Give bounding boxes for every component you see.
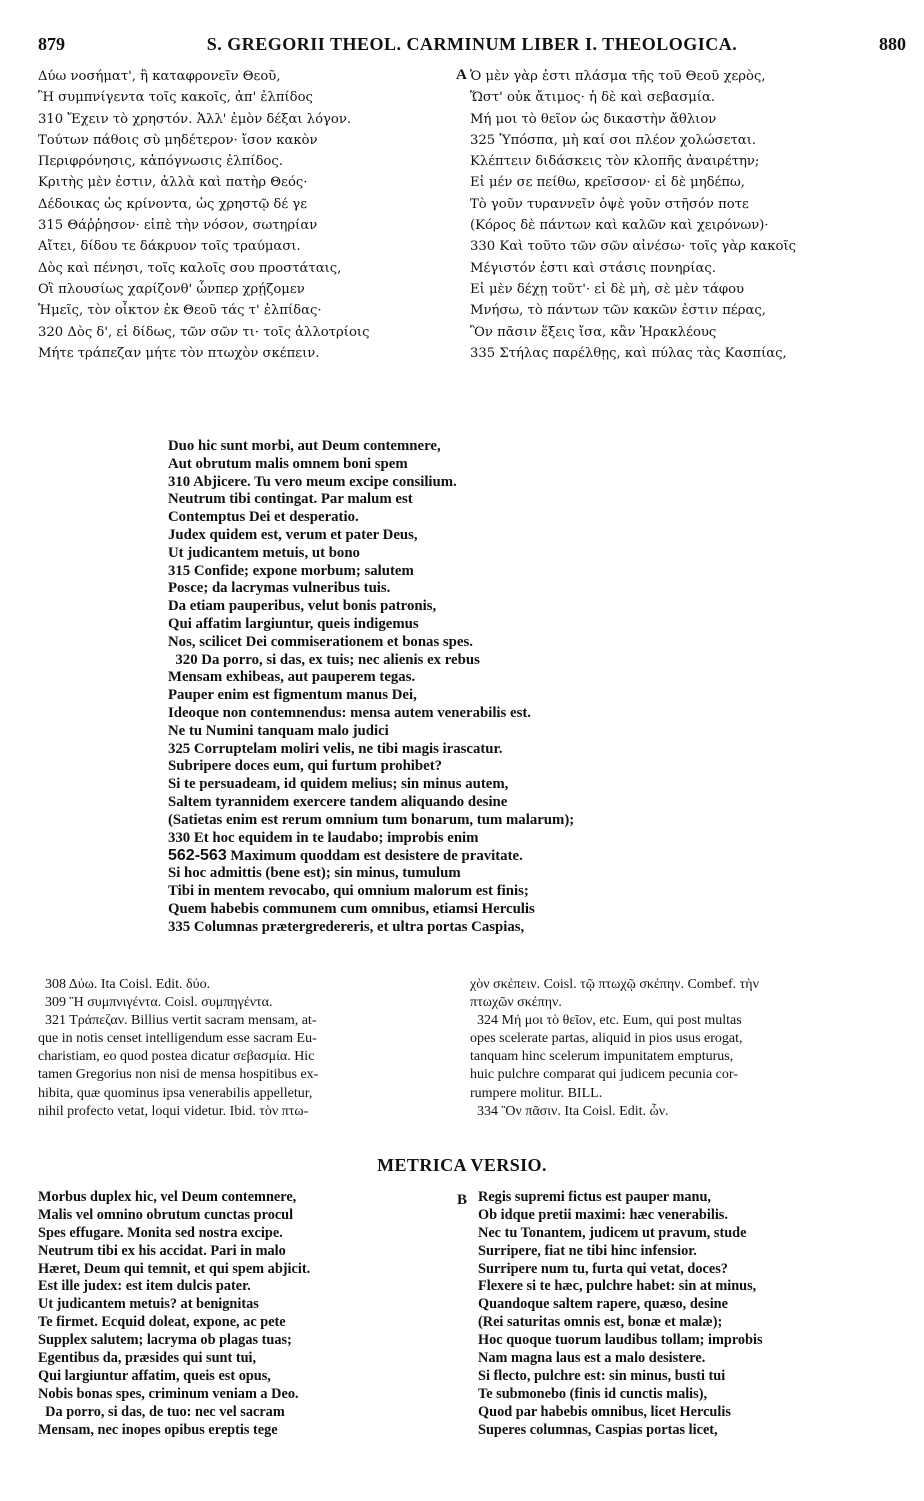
metrica-verse-line: Surripere num tu, furta qui vetat, doces?	[478, 1260, 728, 1277]
metrica-verse-line: Nam magna laus est a malo desistere.	[478, 1350, 706, 1367]
latin-line: 325 Corruptelam moliri velis, ne tibi magis irascatur.	[168, 740, 503, 757]
greek-verse-line: Αἴτει, δίδου τε δάκρυον τοῖς τραύμασι.	[38, 239, 301, 255]
greek-verse-line: Μή μοι τὸ θεῖον ὡς δικαστὴν ἄθλιον	[470, 111, 717, 127]
latin-line: 320 Da porro, si das, ex tuis; nec alienis ex rebus	[168, 651, 480, 668]
greek-verse-line: Περιφρόνησις, κἀπόγνωσις ἐλπίδος.	[38, 154, 283, 170]
latin-translation	[168, 438, 868, 936]
greek-verse-line: 315 Θάῤῥησον· εἰπὲ τὴν νόσον, σωτηρίαν	[38, 218, 318, 234]
greek-verse-line: Κριτὴς μὲν ἐστιν, ἀλλὰ καὶ πατὴρ Θεός·	[38, 175, 308, 191]
latin-line: Pauper enim est figmentum manus Dei,	[168, 687, 417, 704]
greek-verse-line: Μήτε τράπεζαν μήτε τὸν πτωχὸν σκέπειν.	[38, 345, 320, 361]
greek-verse-line: Εἰ μὲν δέχῃ τοῦτ'· εἰ δὲ μὴ, σὲ μὲν τάφου	[470, 281, 745, 297]
footnote-line: charistiam, eo quod postea dicatur σεβασμία. Hic	[38, 1049, 315, 1065]
greek-verse-line: Τούτων πάθοις σὺ μηδέτερον· ἴσον κακὸν	[38, 132, 318, 148]
latin-line: Tibi in mentem revocabo, qui omnium malorum est finis;	[168, 882, 529, 899]
greek-verse-line: Εἰ μέν σε πείθω, κρεῖσσον· εἰ δὲ μηδέπω,	[470, 175, 745, 191]
footnote-line: 324 Μή μοι τὸ θεῖον, etc. Eum, qui post multas	[470, 1013, 742, 1029]
latin-line: 335 Columnas prætergredereris, et ultra portas Caspias,	[168, 918, 525, 935]
latin-line: Si hoc admittis (bene est); sin minus, tumulum	[168, 865, 461, 882]
latin-line: Posce; da lacrymas vulneribus tuis.	[168, 580, 391, 597]
metrica-verse-line: Mensam, nec inopes opibus ereptis tege	[38, 1421, 278, 1438]
latin-line: Aut obrutum malis omnem boni spem	[168, 455, 408, 472]
section-title: METRICA VERSIO.	[377, 1155, 547, 1175]
column-marker-b: B	[457, 1192, 468, 1208]
latin-line: Judex quidem est, verum et pater Deus,	[168, 526, 418, 543]
metrica-versio-right-column	[478, 1189, 908, 1439]
metrica-verse-line: Flexere si te hæc, pulchre habet: sin at minus,	[478, 1278, 757, 1295]
latin-line: 310 Abjicere. Tu vero meum excipe consilium.	[168, 473, 457, 490]
greek-verse-line: Τὸ γοῦν τυραννεῖν ὀψὲ γοῦν στῆσόν ποτε	[470, 196, 749, 212]
metrica-verse-line: Superes columnas, Caspias portas licet,	[478, 1421, 718, 1438]
metrica-verse-line: Hoc quoque tuorum laudibus tollam; improbis	[478, 1332, 763, 1349]
metrica-verse-line: Quod par habebis omnibus, licet Herculis	[478, 1403, 731, 1420]
footnote-line: tamen Gregorius non nisi de mensa hospitibus ex-	[38, 1067, 319, 1083]
latin-line: Da etiam pauperibus, velut bonis patronis,	[168, 598, 437, 615]
footnote-line: χὸν σκέπειν. Coisl. τῷ πτωχῷ σκέπην. Combef. τὴν	[470, 977, 759, 992]
metrica-verse-line: Te submonebo (finis id cunctis malis),	[478, 1385, 708, 1402]
metrica-verse-line: Egentibus da, præsides qui sunt tui,	[38, 1350, 257, 1367]
greek-verse-line: Ἢ συμπνίγεντα τοῖς κακοῖς, ἀπ' ἐλπίδος	[38, 90, 313, 106]
metrica-verse-line: Si flecto, pulchre est: sin minus, busti tui	[478, 1367, 726, 1384]
metrica-verse-line: Te firmet. Ecquid doleat, expone, ac pete	[38, 1314, 286, 1331]
latin-line: 330 Et hoc equidem in te laudabo; improbis enim	[168, 829, 479, 846]
metrica-verse-line: Surripere, fiat ne tibi hinc infensior.	[478, 1242, 697, 1259]
latin-line: Qui affatim largiuntur, queis indigemus	[168, 615, 419, 632]
running-header	[38, 34, 906, 56]
latin-line: Ideoque non contemnendus: mensa autem venerabilis est.	[168, 704, 531, 721]
greek-verse-line: Δέδοικας ὡς κρίνοντα, ὡς χρηστῷ δέ γε	[38, 196, 308, 212]
column-marker-a: A	[456, 67, 467, 83]
metrica-verse-line: Hæret, Deum qui temnit, et qui spem abjicit.	[38, 1260, 311, 1277]
metrica-versio-left-column	[38, 1189, 458, 1439]
greek-verse-line: Ὁ μὲν γὰρ ἐστι πλάσμα τῆς τοῦ Θεοῦ χερὸς,	[470, 69, 766, 84]
page-number-right: 880	[879, 34, 906, 54]
greek-verse-line: Ὥστ' οὐκ ἄτιμος· ἡ δὲ καὶ σεβασμία.	[470, 90, 716, 106]
metrica-verse-line: Nec tu Tonantem, judicem ut pravum, stude	[478, 1224, 747, 1241]
greek-verse-line: Δὸς καὶ πένησι, τοῖς καλοῖς σου προστάταις,	[38, 260, 342, 276]
metrica-verse-line: Spes effugare. Monita sed nostra excipe.	[38, 1224, 283, 1241]
greek-verse-line: Ὃν πᾶσιν ἕξεις ἴσα, κἂν Ἡρακλέους	[470, 324, 717, 340]
running-title: S. GREGORII THEOL. CARMINUM LIBER I. THEOLOGICA.	[206, 34, 738, 54]
footnote-line: opes scelerate partas, aliquid in pios usus erogat,	[470, 1031, 743, 1047]
metrica-verse-line: Neutrum tibi ex his accidat. Pari in malo	[38, 1242, 286, 1259]
latin-line: Subripere doces eum, qui furtum prohibet?	[168, 758, 443, 775]
footnotes-left-column	[38, 976, 458, 1121]
greek-verse-line: Κλέπτειν διδάσκεις τὸν κλοπῆς ἀναιρέτην;	[470, 154, 760, 170]
footnote-line: πτωχῶν σκέπην.	[470, 995, 562, 1011]
greek-verse-line: Μέγιστόν ἐστι καὶ στάσις πονηρίας.	[470, 260, 716, 276]
latin-line: Si te persuadeam, id quidem melius; sin minus autem,	[168, 776, 509, 793]
metrica-verse-line: Regis supremi fictus est pauper manu,	[478, 1189, 712, 1205]
footnote-line: huic pulchre comparat qui judicem pecunia cor-	[470, 1067, 738, 1083]
greek-verse-line: 325 Ὑπόσπα, μὴ καί σοι πλέον χολώσεται.	[470, 132, 757, 148]
greek-verse-line: Μνήσω, τὸ πάντων τῶν κακῶν ἐστιν πέρας,	[470, 303, 766, 319]
greek-verse-line: Οἳ πλουσίως χαρίζονθ' ὧνπερ χρῄζομεν	[38, 281, 305, 297]
latin-line: Saltem tyrannidem exercere tandem aliquando desine	[168, 793, 508, 810]
latin-line: Quem habebis communem cum omnibus, etiamsi Herculis	[168, 900, 535, 917]
metrica-verse-line: Ob idque pretii maximi: hæc venerabilis.	[478, 1206, 728, 1223]
latin-line-text: Maximum quoddam est desistere de pravitate.	[226, 848, 523, 865]
metrica-verse-line: Supplex salutem; lacryma ob plagas tuas;	[38, 1332, 292, 1349]
greek-verse-line: 310 Ἔχειν τὸ χρηστόν. Ἀλλ' ἐμὸν δέξαι λόγον.	[38, 111, 352, 127]
footnote-line: hibita, quæ quominus ipsa venerabilis appelletur,	[38, 1085, 313, 1101]
latin-line: Neutrum tibi contingat. Par malum est	[168, 491, 413, 508]
page-reference: 562-563	[168, 847, 227, 865]
footnote-line: rumpere molitur. BILL.	[470, 1085, 603, 1101]
latin-line: (Satietas enim est rerum omnium tum bonarum, tum malarum);	[168, 811, 575, 828]
latin-line: Contemptus Dei et desperatio.	[168, 509, 359, 526]
footnote-line: que in notis censet intelligendum esse sacram Eu-	[38, 1031, 317, 1047]
footnote-line: 321 Τράπεζαν. Billius vertit sacram mensam, at-	[38, 1013, 317, 1029]
greek-verse-line: Ἡμεῖς, τὸν οἶκτον ἐκ Θεοῦ τάς τ' ἐλπίδας·	[38, 303, 322, 319]
footnote-line: nihil profecto vetat, loqui videtur. Ibid. τὸν πτω-	[38, 1103, 309, 1119]
latin-line	[168, 847, 868, 865]
greek-text-left-column	[38, 66, 458, 364]
latin-line: Duo hic sunt morbi, aut Deum contemnere,	[168, 438, 441, 454]
metrica-verse-line: Est ille judex: est item dulcis pater.	[38, 1278, 251, 1295]
footnote-line: 309 Ἢ συμπνιγέντα. Coisl. συμπηγέντα.	[38, 995, 273, 1011]
greek-text-right-column	[470, 66, 910, 364]
metrica-verse-line: Quandoque saltem rapere, quæso, desine	[478, 1296, 728, 1313]
footnote-line: 334 Ὃν πᾶσιν. Ita Coisl. Edit. ὧν.	[470, 1103, 669, 1119]
greek-verse-line: 330 Καὶ τοῦτο τῶν σῶν αἰνέσω· τοῖς γὰρ κακοῖς	[470, 239, 797, 255]
metrica-verse-line: Ut judicantem metuis? at benignitas	[38, 1296, 259, 1313]
greek-verse-line: 335 Στήλας παρέλθῃς, καὶ πύλας τὰς Κασπίας,	[470, 345, 787, 361]
latin-line: 315 Confide; expone morbum; salutem	[168, 562, 414, 579]
metrica-verse-line: Nobis bonas spes, criminum veniam a Deo.	[38, 1385, 299, 1402]
greek-verse-line: Δύω νοσήματ', ἢ καταφρονεῖν Θεοῦ,	[38, 69, 281, 84]
greek-verse-line: (Κόρος δὲ πάντων καὶ καλῶν καὶ χειρόνων)·	[470, 218, 769, 234]
greek-verse-line: 320 Δὸς δ', εἰ δίδως, τῶν σῶν τι· τοῖς ἀλλοτρίοις	[38, 324, 370, 340]
page-number-left: 879	[38, 34, 65, 54]
metrica-verse-line: Morbus duplex hic, vel Deum contemnere,	[38, 1189, 297, 1205]
metrica-verse-line: Malis vel omnino obrutum cunctas procul	[38, 1206, 294, 1223]
metrica-verse-line: Qui largiuntur affatim, queis est opus,	[38, 1367, 271, 1384]
latin-line: Ut judicantem metuis, ut bono	[168, 544, 360, 561]
footnote-line: 308 Δύω. Ita Coisl. Edit. δύο.	[38, 977, 211, 992]
footnotes-right-column	[470, 976, 910, 1121]
metrica-verse-line: Da porro, si das, de tuo: nec vel sacram	[38, 1403, 285, 1420]
metrica-verse-line: (Rei saturitas omnis est, bonæ et malæ);	[478, 1314, 723, 1331]
footnote-line: tanquam hinc scelerum impunitatem empturus,	[470, 1049, 734, 1065]
latin-line: Mensam exhibeas, aut pauperem tegas.	[168, 669, 416, 686]
latin-line: Nos, scilicet Dei commiserationem et bonas spes.	[168, 633, 473, 650]
latin-line: Ne tu Numini tanquam malo judici	[168, 722, 389, 739]
